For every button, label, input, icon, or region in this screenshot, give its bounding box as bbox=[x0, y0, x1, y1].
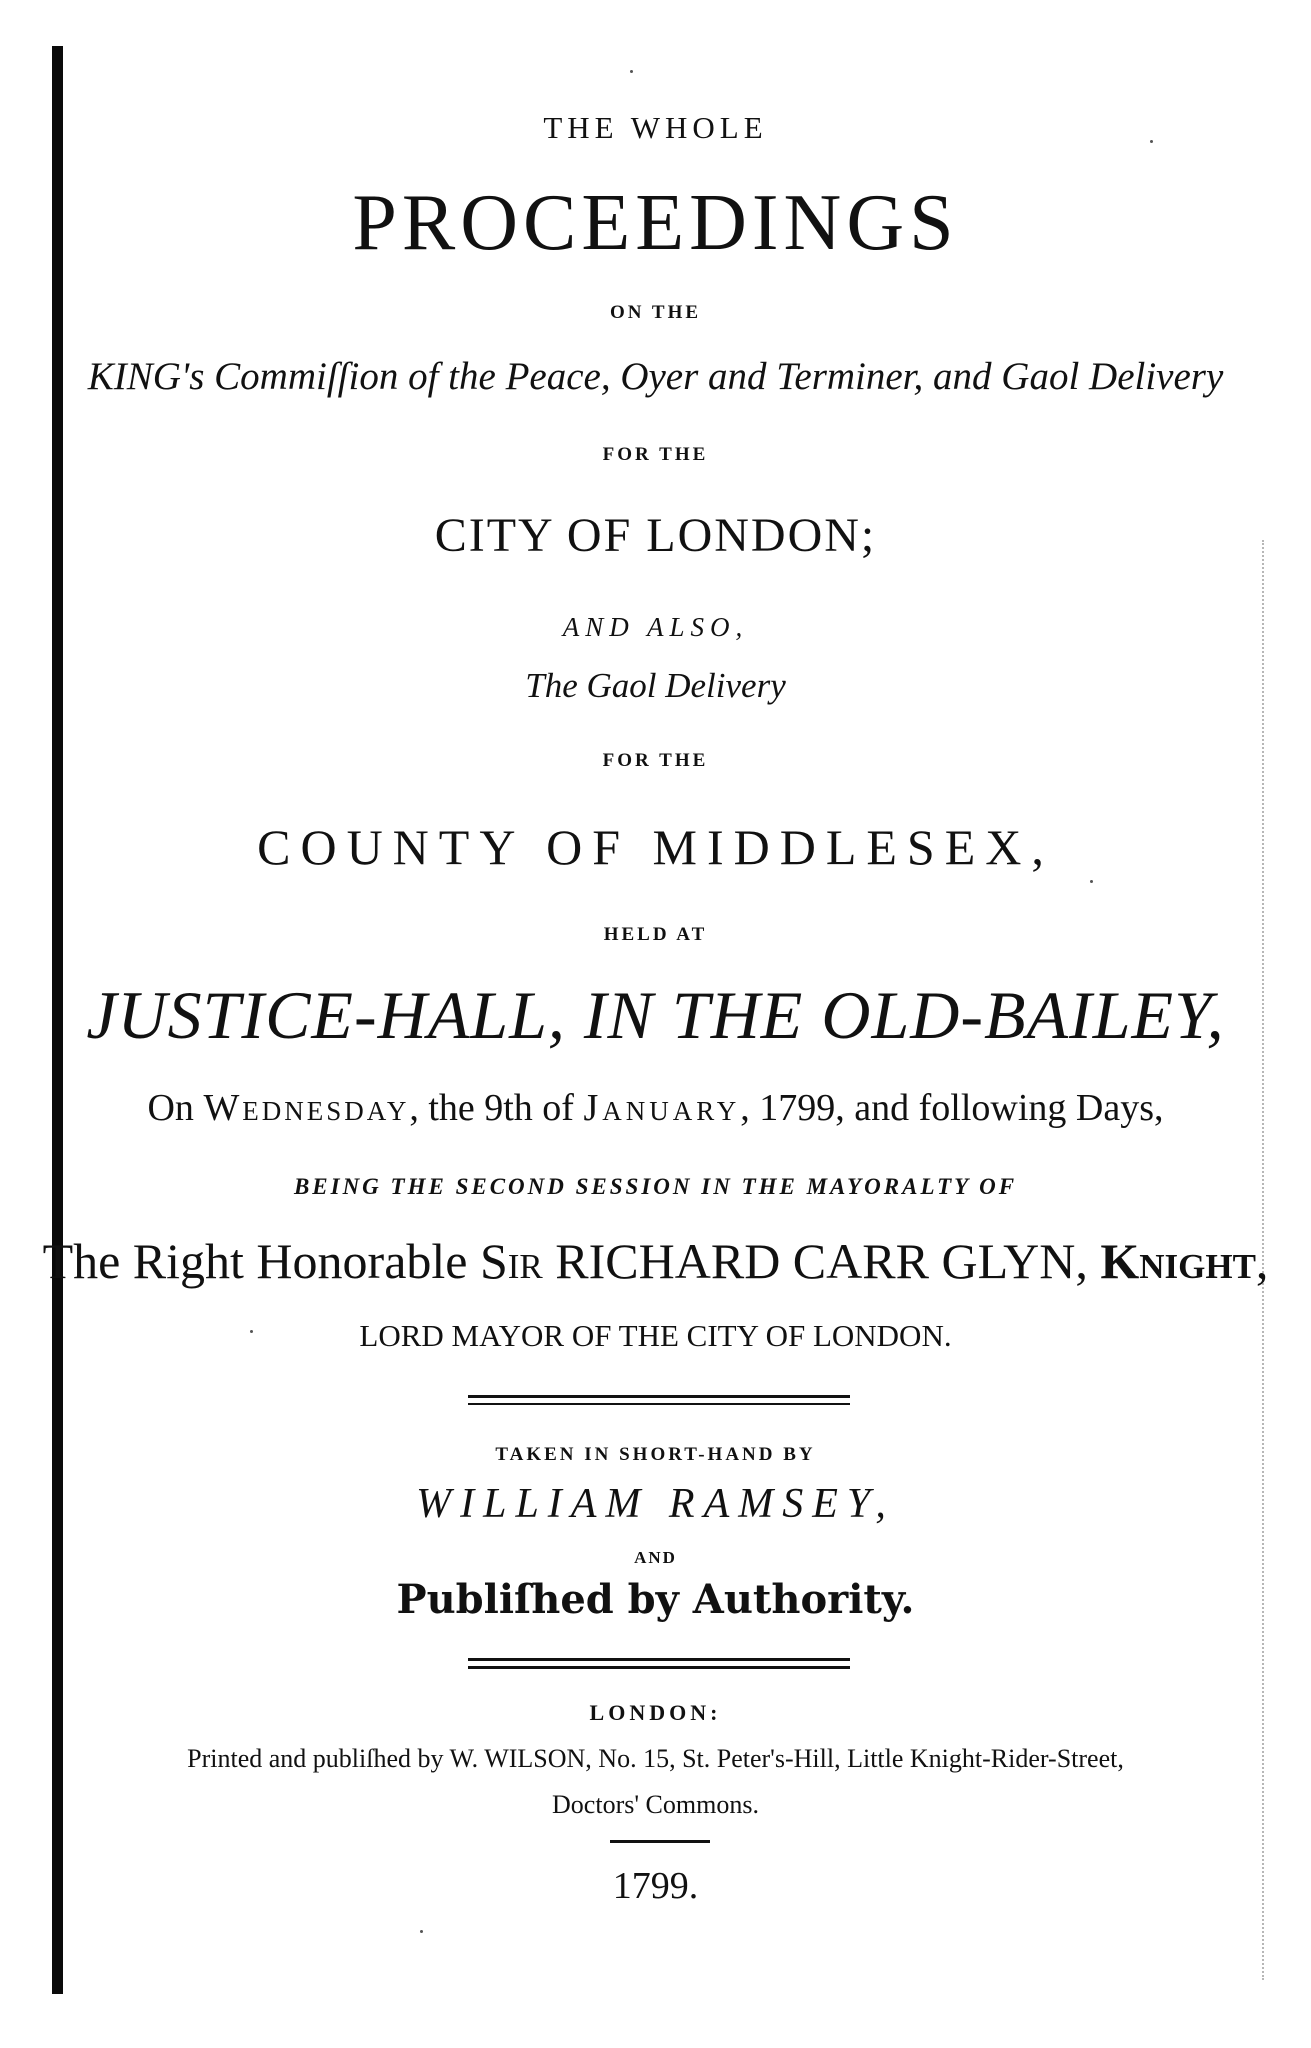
and-line: AND bbox=[634, 1548, 677, 1567]
gaol-delivery-line: The Gaol Delivery bbox=[525, 666, 786, 705]
title-line-the-whole: THE WHOLE bbox=[543, 110, 768, 145]
session-line: BEING THE SECOND SESSION IN THE MAYORALTY OF bbox=[293, 1174, 1018, 1199]
published-by-authority: Publiſhed by Authority. bbox=[396, 1576, 915, 1623]
name-end: , bbox=[1255, 1233, 1269, 1289]
lord-mayor-name-line bbox=[0, 1232, 1311, 1290]
date-weekday: Wednesday bbox=[203, 1087, 410, 1129]
name-title-sir: Sir bbox=[479, 1233, 543, 1289]
reporter-name: WILLIAM RAMSEY, bbox=[416, 1481, 895, 1527]
and-also-line: AND ALSO, bbox=[562, 612, 749, 642]
held-at-line: HELD AT bbox=[603, 924, 708, 945]
divider-rule-top-b bbox=[468, 1403, 850, 1405]
name-title-knight: Knight bbox=[1100, 1233, 1256, 1289]
for-the-line: FOR THE bbox=[602, 444, 709, 465]
imprint-year: 1799. bbox=[612, 1865, 699, 1907]
divider-rule-bottom-a bbox=[468, 1658, 850, 1661]
date-on: On bbox=[147, 1087, 204, 1129]
main-title: PROCEEDINGS bbox=[352, 179, 959, 267]
date-end: , 1799, and following Days, bbox=[740, 1087, 1164, 1129]
date-line bbox=[0, 1086, 1311, 1130]
city-of-london: CITY OF LONDON; bbox=[434, 509, 877, 562]
divider-rule-top-a bbox=[468, 1395, 850, 1398]
divider-rule-bottom-b bbox=[468, 1666, 850, 1669]
justice-hall-line: JUSTICE-HALL, IN THE OLD-BAILEY, bbox=[86, 977, 1225, 1053]
printer-address-line: Doctors' Commons. bbox=[552, 1790, 759, 1819]
lord-mayor-line: LORD MAYOR OF THE CITY OF LONDON. bbox=[359, 1318, 952, 1353]
county-of-middlesex: COUNTY OF MIDDLESEX, bbox=[257, 819, 1054, 875]
name-main: RICHARD CARR GLYN, bbox=[542, 1233, 1101, 1289]
shorthand-line: TAKEN IN SHORT-HAND BY bbox=[495, 1444, 816, 1465]
on-the-line: ON THE bbox=[609, 302, 702, 323]
for-the-line-2: FOR THE bbox=[602, 750, 709, 771]
name-prefix: The Right Honorable bbox=[42, 1233, 480, 1289]
date-month: January bbox=[583, 1087, 741, 1129]
scan-speck bbox=[630, 70, 633, 73]
printer-line: Printed and publiſhed by W. WILSON, No. 15, St. Peter's-Hill, Little Knight-Rider-Street, bbox=[187, 1744, 1124, 1773]
london-imprint: LONDON: bbox=[589, 1700, 722, 1725]
date-middle: , the 9th of bbox=[409, 1087, 584, 1129]
commission-line: KING's Commiſſion of the Peace, Oyer and Terminer, and Gaol Delivery bbox=[87, 355, 1224, 398]
scan-speck bbox=[420, 1930, 423, 1933]
scan-speck bbox=[1090, 880, 1093, 883]
divider-rule-short bbox=[610, 1840, 710, 1843]
